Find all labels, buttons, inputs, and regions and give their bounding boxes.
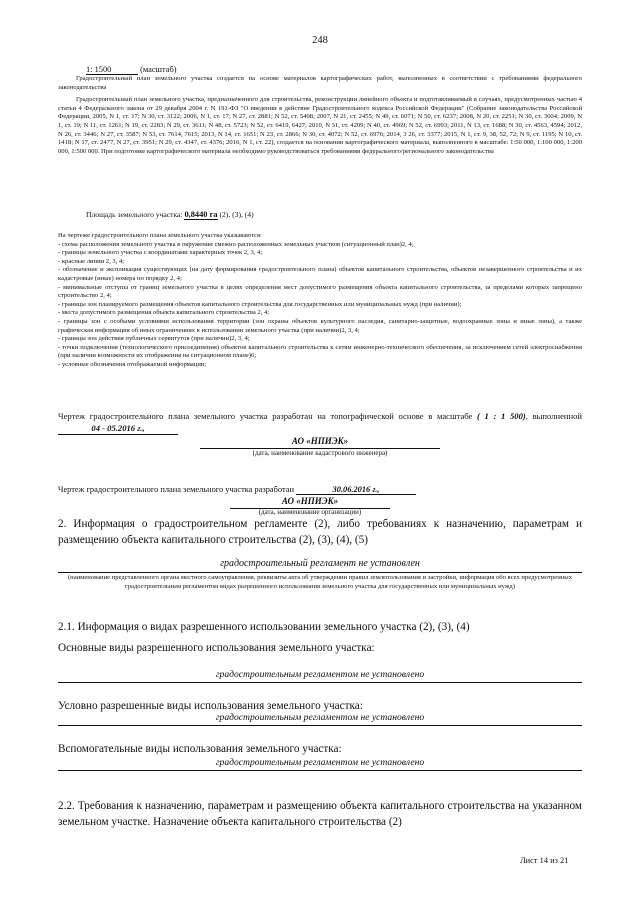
topo-caption: (дата, наименование кадастрового инженера)	[252, 449, 388, 457]
sheet-number: Лист 14 из 21	[520, 856, 569, 865]
section21-title: 2.1. Информация о видах разрешенного использовании земельного участка (2), (3), (4)	[58, 621, 470, 633]
topo-scale: ( 1 : 1 500)	[477, 411, 526, 421]
intro-paragraph-2: Градостроительный план земельного участка, предназначенного для строительства, реконструкции линейного объекта и подготавливаемый в случаях, предусмотренных частью 4 статьи 4 Федерального закона от 29 декабря 2004 г. N 191-ФЗ "О введении в действие Градостроительного кодекса Российской Федерации" (Собрание законодательства Российской Федерации, 2005, N 1, ст. 17; N 30, ст. 3122; 2006, N 1, ст. 17; N 27, ст. 2881; N 52, ст. 5498; 2007, N 21, ст. 2455; N 49, ст. 6071; N 50, ст. 6237; 2008, N 20, ст. 2251; N 30, ст. 3604; 2009, N 1, ст. 19; N 11, ст. 1261; N 19, ст. 2283; N 29, ст. 3611; N 48, ст. 5723; N 52, ст. 6419, 6427; 2010, N 31, ст. 4209; N 40, ст. 4969; N 52, ст. 6993; 2011, N 13, ст. 1688; N 30, ст. 4563, 4594; 2012, N 26, ст. 3446; N 27, ст. 3587; N 53, ст. 7614, 7615; 2013, N 14, ст. 1651; N 23, ст. 2866; N 30, ст. 4072; N 52, ст. 6976; 2014, 3 26, ст. 3377; 2015, N 1, ст. 9, 38, 52, 72; N 9, ст. 1195; N 10, ст. 1418; N 17, ст. 2477, N 27, ст. 3951; N 29, ст. 4347, ст. 4376; 2016, N 1, ст. 22), создается на основании картографического материала, выполненного в масштабе: 1:50 000, 1:100 000, 1:200 000, 1:500 000. При подготовке картографического материала необходимо руководствоваться требованиями федерального/регионального законодательства	[58, 96, 582, 155]
list-item: - границы зон действия публичных сервитутов (при наличии)2, 3, 4;	[58, 335, 250, 343]
section2-title: 2. Информация о градостроительном регламенте (2), либо требованиях к назначению, параметрам и размещению объекта капитального строительства (2), (3), (4), (5)	[58, 518, 582, 546]
developer-caption: (дата, наименование организации)	[258, 508, 362, 516]
area-label: Площадь земельного участка:	[86, 210, 183, 219]
list-item: - красные линии 2, 3, 4;	[58, 257, 125, 265]
list-item: - обозначение и экспликация существующих (на дату формирования градостроительного плана) объектов капитального строительства, объектов незавершенного строительства и их кадастровые (иные) номера по порядку 2, 4;	[58, 266, 582, 282]
page-number: 248	[312, 35, 328, 46]
list-item: - границы зон с особыми условиями использования территории (зон охраны объектов культурного наследия, санитарно-защитные, водоохранные зоны и иные зоны), а также графическая информация об иных ограничениях в использовании земельного участка (при наличии)2, 3, 4;	[58, 317, 582, 334]
list-item: На чертеже градостроительного плана земельного участка указываются:	[58, 232, 262, 239]
list-item: - места допустимого размещения объекта капитального строительства 2, 4;	[58, 309, 270, 317]
list-item: - условные обозначения отображаемой информации;	[58, 360, 207, 368]
section2-line	[58, 572, 582, 573]
developer-text: Чертеж градостроительного плана земельного участка разработан	[58, 485, 294, 494]
list-item: - границы земельного участка с координатами характерных точек 2, 3, 4;	[58, 249, 263, 257]
topo-date: 04 - 05.2016 г.,	[58, 422, 178, 435]
scale-label: (масштаб)	[140, 65, 177, 74]
developer-date: 30.06.2016 г.,	[296, 485, 416, 495]
developer-org: АО «НПИЭК»	[281, 496, 339, 506]
list-item: - схема расположения земельного участка в окружении смежно расположенных земельных участков (ситуационный план)2, 4;	[58, 240, 414, 248]
intro-paragraph-1: Градостроительный план земельного участка создается на основе материалов картографических работ, выполненных в соответствии с требованиями федерального законодательства	[58, 75, 582, 91]
main-uses-value: градостроительным регламентом не установлено	[215, 669, 425, 680]
scale-line	[86, 65, 177, 75]
topo-done-label: , выполненной	[525, 411, 582, 421]
auxiliary-uses-label: Вспомогательные виды использования земельного участка:	[58, 743, 342, 755]
main-uses-label: Основные виды разрешенного использования земельного участка:	[58, 642, 375, 654]
area-refs: (2), (3), (4)	[219, 210, 254, 219]
section2-caption: (наименование представленного органа местного самоуправления, реквизиты акта об утверждении правил землепользования и застройки, информация обо всех предусмотренных градостроительным регламентом видах разрешенного использования земельного участка для государственных или муниципальных нужд)	[67, 574, 572, 590]
auxiliary-uses-line	[58, 770, 582, 771]
list-item: - границы зон планируемого размещения объектов капитального строительства для государственных или муниципальных нужд (при наличии);	[58, 300, 462, 308]
developer-line	[58, 485, 416, 495]
list-item: - точки подключения (технологического присоединения) объектов капитального строительства к сетям инженерно-технического обеспечения, за исключением сетей электроснабжения (при наличии возможности их отображения на ситуационном плане)6;	[58, 343, 582, 360]
intro-block	[58, 75, 582, 156]
area-value: 0,8440 га	[184, 210, 218, 219]
section2-value: градостроительный регламент не установлен	[220, 558, 420, 569]
conditional-uses-line	[58, 725, 582, 726]
main-uses-line	[58, 682, 582, 683]
scale-value: 1: 1500	[86, 65, 138, 75]
topo-text: Чертеж градостроительного плана земельного участка разработан на топографической основе в масштабе	[58, 411, 473, 421]
drawing-list	[58, 232, 582, 370]
conditional-uses-value: градостроительным регламентом не установлено	[215, 712, 425, 723]
list-item: - минимальные отступы от границ земельного участка в целях определения мест допустимого размещения объекта капитального строительства, за пределами которых запрещено строительство 2, 4;	[58, 283, 582, 300]
section22-title: 2.2. Требования к назначению, параметрам и размещению объекта капитального строительства на указанном земельном участке. Назначение объекта капитального строительства (2)	[58, 800, 582, 828]
auxiliary-uses-value: градостроительным регламентом не установлено	[215, 757, 425, 768]
conditional-uses-label: Условно разрешенные виды использования земельного участка:	[58, 700, 363, 712]
topo-block	[58, 410, 582, 435]
topo-org: АО «НПИЭК»	[291, 436, 349, 446]
area-line	[86, 210, 254, 219]
